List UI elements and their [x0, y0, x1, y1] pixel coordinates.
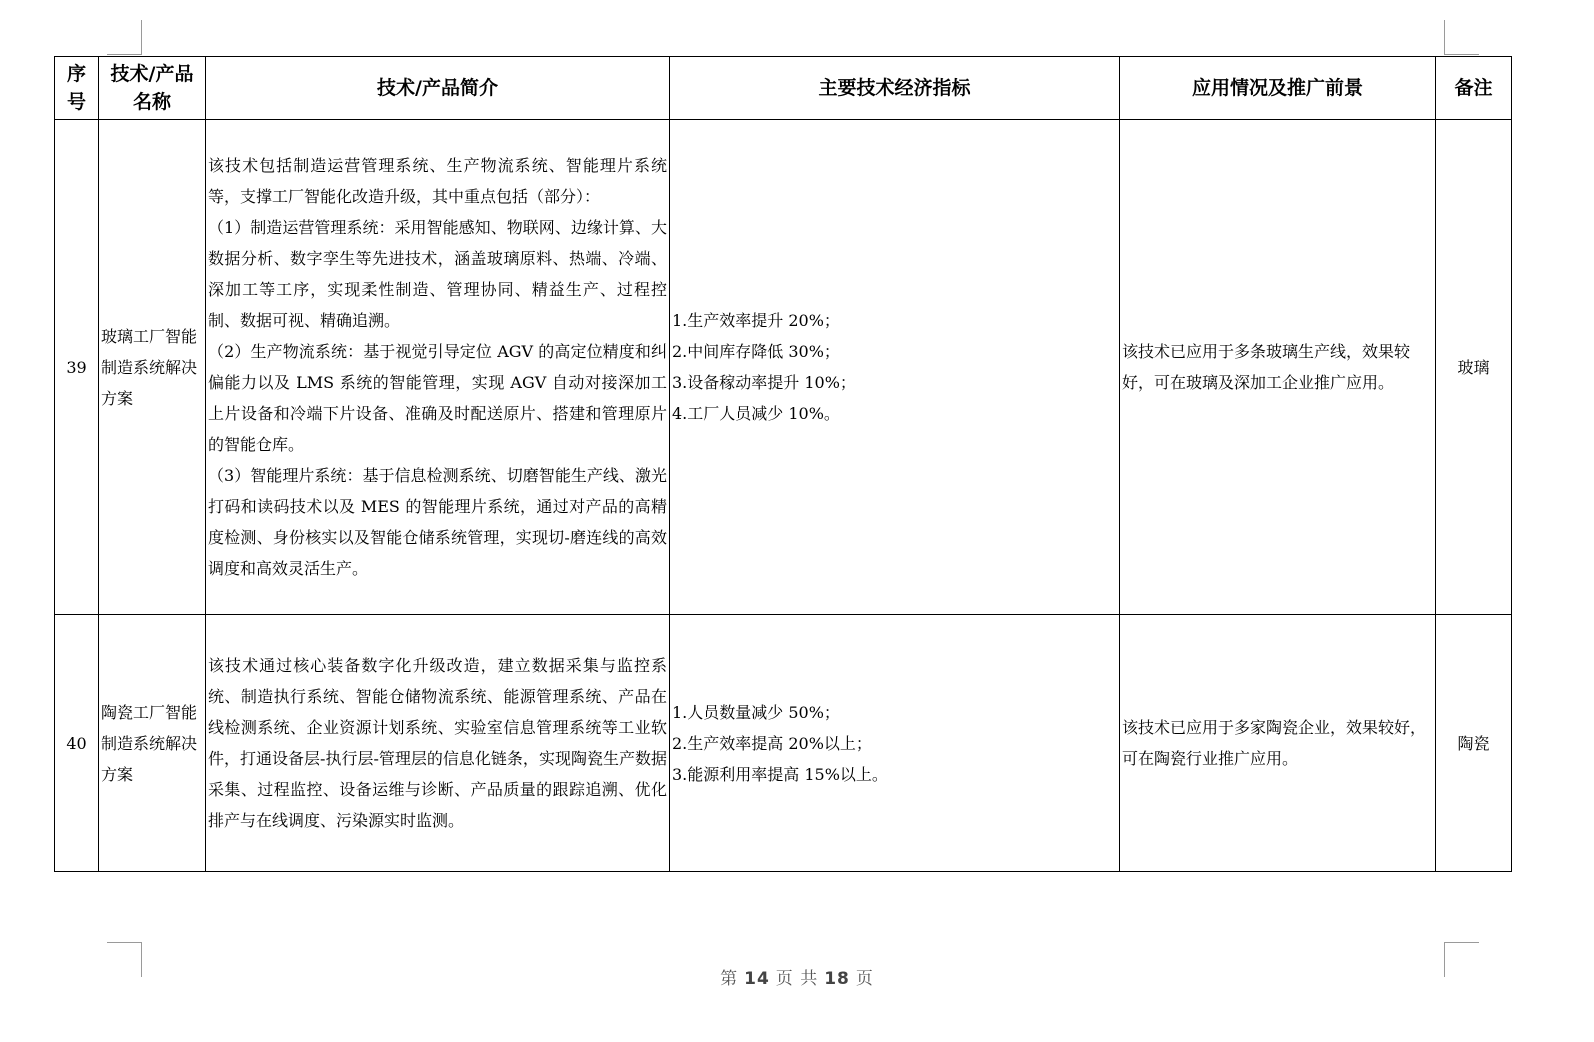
footer-mid: 页 共 — [775, 969, 819, 989]
header-application: 应用情况及推广前景 — [1120, 57, 1436, 120]
table-header-row — [55, 57, 1512, 120]
row-indicators — [670, 120, 1120, 615]
intro-paragraph: （1）制造运营管理系统：采用智能感知、物联网、边缘计算、大数据分析、数字孪生等先进技术，涵盖玻璃原料、热端、冷端、深加工等工序，实现柔性制造、管理协同、精益生产、过程控制、数据可视、精确追溯。 — [208, 218, 667, 330]
header-note: 备注 — [1436, 57, 1512, 120]
intro-paragraph: （2）生产物流系统：基于视觉引导定位 AGV 的高定位精度和纠偏能力以及 LMS 系统的智能管理，实现 AGV 自动对接深加工上片设备和冷端下片设备、准确及时配送原片、搭建和管理原片的智能仓库。 — [208, 342, 667, 454]
indicator-item: 4.工厂人员减少 10%。 — [672, 404, 840, 423]
indicator-item: 1.生产效率提升 20%； — [672, 311, 840, 330]
row-name: 玻璃工厂智能制造系统解决方案 — [99, 120, 206, 615]
row-application: 该技术已应用于多家陶瓷企业，效果较好，可在陶瓷行业推广应用。 — [1120, 615, 1436, 872]
row-intro — [206, 120, 670, 615]
table-row — [55, 615, 1512, 872]
row-note: 玻璃 — [1436, 120, 1512, 615]
intro-paragraph: 该技术包括制造运营管理系统、生产物流系统、智能理片系统等，支撑工厂智能化改造升级，其中重点包括（部分）： — [208, 156, 667, 206]
indicator-item: 3.设备稼动率提升 10%； — [672, 373, 856, 392]
indicator-item: 2.生产效率提高 20%以上； — [672, 733, 872, 753]
footer-suffix: 页 — [855, 969, 874, 989]
page-footer — [0, 964, 1594, 989]
row-indicators — [670, 615, 1120, 872]
crop-mark-top-left — [107, 20, 142, 55]
indicator-item: 3.能源利用率提高 15%以上。 — [672, 764, 888, 784]
indicator-item: 1.人员数量减少 50%； — [672, 702, 840, 722]
row-seq: 40 — [55, 615, 99, 872]
intro-paragraph: 该技术通过核心装备数字化升级改造，建立数据采集与监控系统、制造执行系统、智能仓储物流系统、能源管理系统、产品在线检测系统、企业资源计划系统、实验室信息管理系统等工业软件，打通设备层-执行层-管理层的信息化链条，实现陶瓷生产数据采集、过程监控、设备运维与诊断、产品质量的跟踪追溯、优化排产与在线调度、污染源实时监测。 — [208, 656, 667, 830]
header-name: 技术/产品名称 — [99, 57, 206, 120]
header-seq: 序号 — [55, 57, 99, 120]
header-indicators: 主要技术经济指标 — [670, 57, 1120, 120]
footer-prefix: 第 — [720, 969, 739, 989]
crop-mark-top-right — [1444, 20, 1479, 55]
header-intro: 技术/产品简介 — [206, 57, 670, 120]
indicator-item: 2.中间库存降低 30%； — [672, 342, 840, 361]
technology-table — [54, 56, 1512, 872]
row-name: 陶瓷工厂智能制造系统解决方案 — [99, 615, 206, 872]
row-note: 陶瓷 — [1436, 615, 1512, 872]
footer-page-number: 14 — [744, 969, 770, 989]
row-application: 该技术已应用于多条玻璃生产线，效果较好，可在玻璃及深加工企业推广应用。 — [1120, 120, 1436, 615]
footer-total-pages: 18 — [824, 969, 850, 989]
intro-paragraph: （3）智能理片系统：基于信息检测系统、切磨智能生产线、激光打码和读码技术以及 MES 的智能理片系统，通过对产品的高精度检测、身份核实以及智能仓储系统管理，实现切-磨连线的高效调度和高效灵活生产。 — [208, 466, 667, 578]
row-intro — [206, 615, 670, 872]
table-row — [55, 120, 1512, 615]
row-seq: 39 — [55, 120, 99, 615]
